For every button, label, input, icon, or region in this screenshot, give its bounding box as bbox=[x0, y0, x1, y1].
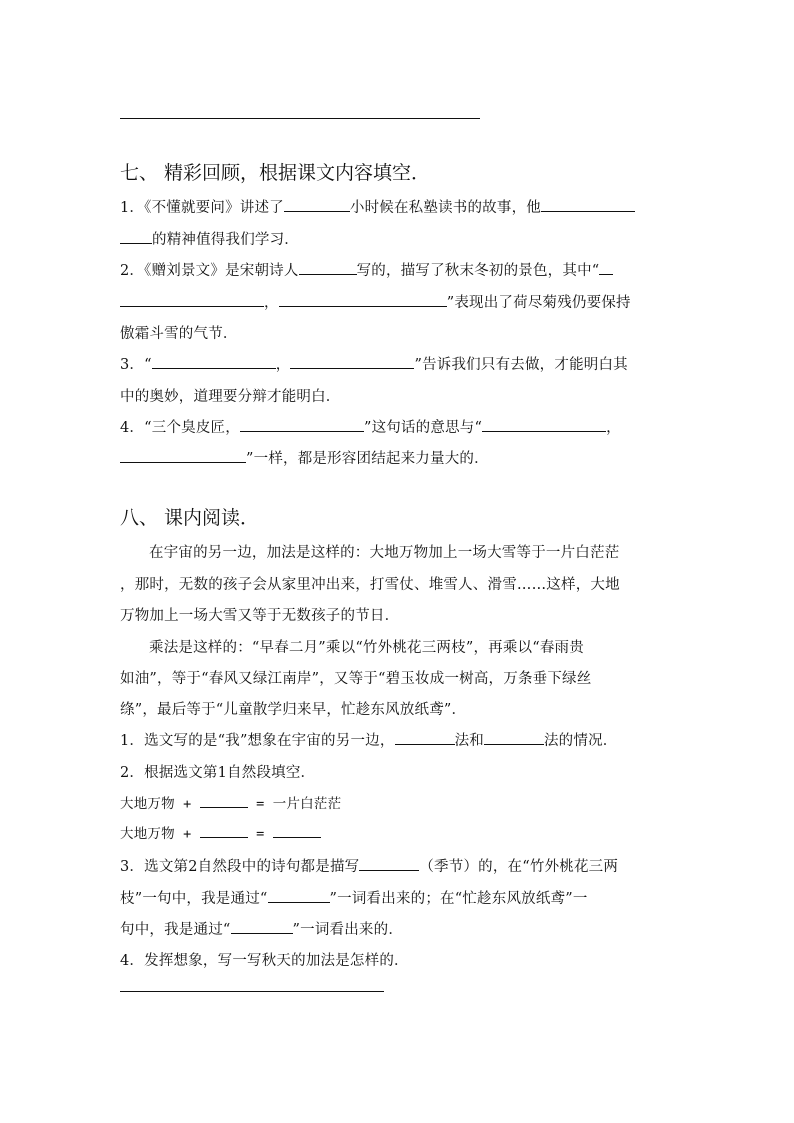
blank[interactable] bbox=[120, 292, 264, 307]
section-8-title: 八、 课内阅读． bbox=[120, 507, 260, 529]
blank[interactable] bbox=[268, 888, 330, 903]
blank[interactable] bbox=[200, 823, 248, 838]
s8-q4: 4．发挥想象，写一写秋天的加法是怎样的． bbox=[120, 953, 409, 969]
s7-q3-line2: 中的奥妙，道理要分辩才能明白． bbox=[120, 389, 341, 405]
s7-q4-line1: 4．“三个臭皮匠， ”这句话的意思与“ ， bbox=[120, 416, 621, 437]
s8-formula-1: 大地万物 + = 一片白茫茫 bbox=[120, 792, 341, 812]
blank[interactable] bbox=[599, 260, 613, 275]
blank[interactable] bbox=[152, 354, 276, 369]
s8-q2: 2．根据选文第1自然段填空． bbox=[120, 765, 316, 781]
blank[interactable] bbox=[200, 793, 248, 808]
s7-q2-line1: 2．《赠刘景文》是宋朝诗人 写的，描写了秋末冬初的景色，其中“ bbox=[120, 259, 613, 280]
blank[interactable] bbox=[290, 354, 414, 369]
blank[interactable] bbox=[482, 417, 606, 432]
s8-q3-line3: 句中，我是通过“ ”一词看出来的． bbox=[120, 918, 403, 939]
blank[interactable] bbox=[240, 417, 364, 432]
s7-q4-line2: ”一样，都是形容团结起来力量大的． bbox=[120, 447, 489, 468]
blank[interactable] bbox=[120, 229, 152, 244]
s8-formula-2: 大地万物 + = bbox=[120, 822, 321, 842]
blank[interactable] bbox=[284, 197, 350, 212]
blank[interactable] bbox=[273, 823, 321, 838]
answer-line-bottom[interactable] bbox=[120, 991, 384, 992]
s8-para2-line2: 如油”，等于“春风又绿江南岸”，又等于“碧玉妆成一树高，万条垂下绿丝 bbox=[120, 671, 592, 687]
s7-q1-line1: 1．《不懂就要问》讲述了 小时候在私塾读书的故事，他 bbox=[120, 196, 635, 217]
s7-q2-line2: ， ”表现出了荷尽菊残仍要保持 bbox=[120, 291, 631, 312]
section-7-title: 七、 精彩回顾，根据课文内容填空． bbox=[120, 162, 431, 184]
blank[interactable] bbox=[395, 730, 455, 745]
blank[interactable] bbox=[231, 919, 293, 934]
s7-q2-line3: 傲霜斗雪的气节． bbox=[120, 326, 238, 342]
blank[interactable] bbox=[299, 260, 357, 275]
blank[interactable] bbox=[279, 292, 447, 307]
blank[interactable] bbox=[541, 197, 635, 212]
s8-para1-line1: 在宇宙的另一边，加法是这样的：大地万物加上一场大雪等于一片白茫茫 bbox=[149, 545, 620, 561]
s8-para2-line1: 乘法是这样的：“早春二月”乘以“竹外桃花三两枝”，再乘以“春雨贵 bbox=[149, 640, 584, 656]
s8-q1: 1．选文写的是“我”想象在宇宙的另一边， 法和 法的情况． bbox=[120, 729, 617, 750]
blank[interactable] bbox=[484, 730, 544, 745]
s8-para1-line2: ，那时，无数的孩子会从家里冲出来，打雪仗、堆雪人、滑雪……这样，大地 bbox=[120, 577, 620, 593]
s7-q3-line1: 3．“ ， ”告诉我们只有去做，才能明白其 bbox=[120, 353, 628, 374]
blank[interactable] bbox=[359, 856, 419, 871]
answer-line-top bbox=[120, 118, 480, 119]
s8-para2-line3: 绦”，最后等于“儿童散学归来早，忙趁东风放纸鸢”． bbox=[120, 702, 467, 718]
s8-q3-line2: 枝”一句中，我是通过“ ”一词看出来的；在“忙趁东风放纸鸢”一 bbox=[120, 887, 588, 908]
s8-para1-line3: 万物加上一场大雪又等于无数孩子的节日． bbox=[120, 608, 400, 624]
s8-q3-line1: 3．选文第2自然段中的诗句都是描写 （季节）的，在“竹外桃花三两 bbox=[120, 855, 618, 876]
s7-q1-line2: 的精神值得我们学习． bbox=[120, 228, 299, 249]
blank[interactable] bbox=[120, 448, 246, 463]
